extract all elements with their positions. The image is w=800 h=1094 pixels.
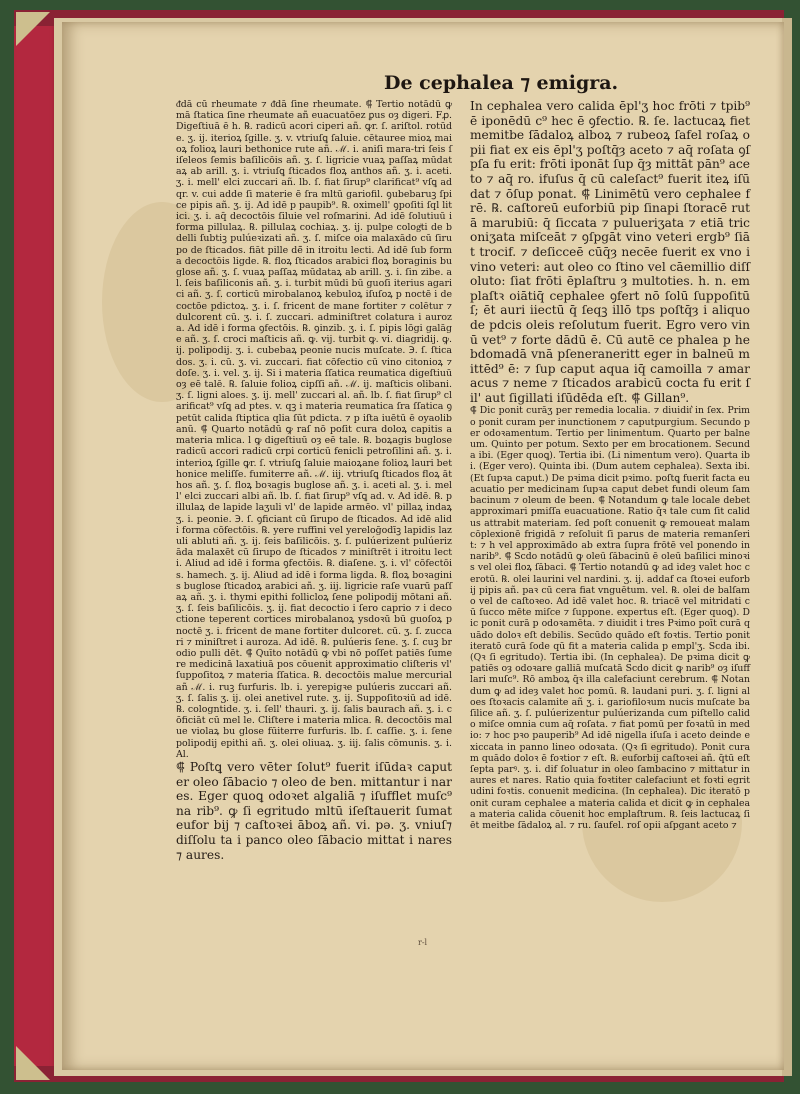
right-commentary-text: ⸿ Dic ponit curāʒ per remedia localia. ⁊ diuidit͛ in ſex. Primo ponit curam per inunctionem ⁊ caputpurgium. Secundo per odoꝛamentum. Tertio per linimentum. Quarto per balneum. Quinto per potum. Sexto per em brocationem. Secunda ibi. (Eger quoꝗ). Tertia ibi. (Li nimentum vero). Quarta ibi. (Eger vero). Quinta ibi. (Dum autem cephalea). Sexta ibi. (Et ſupꝛa caput.) De pꝛima dicit pꝛimo. poſtꝗ fuerit facta euacuatio per medicinam ſupꝛa caput debet fundi oleum ſambacinum ⁊ oleum de been. ⸿ Notandum ꝙ tale locale debet approximari pmiſſa euacuatione. Ratio q̄ꝛ tale cum ſit calidus attrabit materiam. ſed poſt conuenit ꝙ remoueat malam cōplexionē frigidā ⁊ reſoluit ſi parus de materia remanſerit: ⁊ h vel approximādo ab extra ſupra frōtē vel ponendo in narib⁹. ⸿ Scdo notādū ꝙ oleū ſābacinū ē oleū baſilici minoꝛis vel olei floꝝ ſābaci. ⸿ Tertio notandū ꝙ ad ideȝ valet hoc cerotū. ℞. olei laurini vel nardini. ʒ. ij. addaf ca ſtoꝛei euforbij pipis añ. paꝛ cū cera fiat vnguētum. vel. ℞. olei de balſamo vel de caſtoꝛeo. Ad idē valet hoc. ℞. triacē vel mitridati cū ſucco mēte miſce ⁊ ſuppone. expertus eſt. (Eger quoꝗ). Dic ponit curā p odoꝛamēta. ⁊ diuidit i tres Pꝛimo poīt curā quādo doloꝛ eſt debilis. Secūdo quādo eſt foꝛtis. Tertio ponit iteratō curā ſode qū fit a materia calida p empl'ʒ. Scda ibi. (Qꝛ ſi egritudo). Tertia ibi. (In cephalea). De pꝛima dicit ꝙ patiēs oȝ odoꝛare galliā muſcatā Scdo dicit ꝙ narib⁹ oȝ iſufflari muſc⁹. Rō amboꝝ q̄ꝛ illa calefaciunt cerebrum. ⸿ Notandum ꝙ ad ideȝ valet hoc pomū. ℞. laudani puri. ʒ. ſ. ligni aloes ſtoꝛacis calamite añ ʒ. i. gariofiloꝛum nucis muſcate baſilice añ. ʒ. ſ. pulúerizentur pulúerizanda cum piſtello calido miſce omnia cum aq̄ roſata. ⁊ fiat pomū per foꝛatū in medio: ⁊ hoc pꝛo pauperib⁹ Ad idē nigella iſuſa i aceto deinde exiccata in panno lineo odoꝛata. (Qꝛ ſi egritudo). Ponit curam quādo doloꝛ ē foꝛtior ⁊ eſt. ℞. euforbij caſtoꝛei añ. q̄tū eſt ſepta parꝰ. ʒ. i. dif ſoluatur in oleo ſambacino ⁊ mittatur in aures et nares. Ratio quia foꝛtiter calefaciunt et foꝛti egritudini foꝛtis. conuenit medicina. (In cephalea). Dic iteratō ponit curam cephalee a materia calida et dicit ꝙ in cephalea a materia calida cōuenit hoc emplaſtrum. ℞. ſeis lactucaꝝ ſi ēt meitbe ſādaloꝝ al. ⁊ ru. ſaufel. roſ opii aſpgant aceto ⁊ [470, 405, 750, 831]
text-column-left [176, 99, 452, 862]
page-heading: De cephalea ⁊ emigra. [384, 72, 619, 94]
text-column-right [470, 99, 750, 831]
signature-mark: r-l [418, 938, 428, 947]
left-main-text: ⸿ Poſtꝗ vero vēter ſolut⁹ fuerit iſūdaꝛ caput er oleo ſābacio ⁊ oleo de ben. mittantur i nares. Eger quoꝗ odoꝛet algaliā ⁊ iſufflet muſc⁹ na rib⁹. ꝙ ſi egritudo mltū iſeſtauerit ſumat eufor bij ⁊ caſtoꝛei āboꝝ añ. vi. pǝ. ʒ. vniuſ⁊ diſſolu ta i panco oleo ſābacio mittat i nares ⁊ aures. [176, 759, 452, 862]
left-commentary-text: ᵭdā cū rheumate ⁊ ᵭdā ſine rheumate. ⸿ Tertio notādū ꝙ mā ſtatica ſine rheumate añ euacuatōez ꝑus oȝ digeri. Fꝓ. Digeſtiuā ē h. ℞. radicū acori ciperi añ. ꝙr. ſ. ariſtol. rotūde. ʒ. ij. iterioꝝ ſgille. ʒ. v. vtriuſꝗ ſaluie. cētauree mioꝝ maioꝝ folioꝝ lauri bethonice rute añ. ℳ. i. aniſi mara-tri ſeis ſiſeleos ſemis baſilicōis añ. ʒ. ſ. ligricie vuaꝝ paſſaꝝ mūdataꝝ ab arill. ʒ. i. vtriuſꝗ ſticados floꝝ anthos añ. ʒ. i. aceti. ʒ. i. mell' elci zuccari añ. lb. ſ. fiat ſirup⁹ clarificat⁹ vſꝗ ad qr. v. cui adde ſi materie ē ſra mltū gariofil. ꝯubebaruꝫ ſpice pipis añ. ʒ. ij. Ad idē p paupib⁹. ℞. oximell' ꝯpoſiti ſql litici. ʒ. i. aq̄ decoctōis ſiluie vel roſmarini. Ad idē ſolutiuū i forma pillulaꝝ. ℞. pillulaꝝ cochiaꝝ. ʒ. ij. pulpe cologͥti de bdelli ſubtiꝫ pulúeꝛizati añ. ʒ. ſ. miſce oia malaxādo cū ſirupo de ſticados. fiāt pille dē̄ in itroitu lecti. Ad idē ſub forma decoctōis ligde. ℞. floꝝ ſticados arabici floꝝ boraginis buglose añ. ʒ. ſ. vuaꝝ paſſaꝝ mūdataꝝ ab arill. ʒ. i. ſin zibe. al. ſeis baſiliconis añ. ʒ. i. turbit mūdi bū guoſi iterius agarici añ. ʒ. ſ. corticū mirobalanoꝝ kebuloꝝ iſuſoꝝ p noctē i decoctōe pdictoꝝ. ʒ. i. ſ. fricent de mane fortiter ⁊ colētur ⁊ dulcorent cū. ʒ. i. ſ. zuccari. adminiſtret colatura i auroza. Ad idē i forma ꝯfectōis. ℞. ꝯinzib. ʒ. i. ſ. pipis lōgi galāge añ. ʒ. ſ. croci maſticis añ. ꝙ. vij. turbit ꝙ. vi. diagridij. ꝙ. ij. polipodij. ʒ. i. cubebaꝝ peonie nucis muſcate. ℈. ſ. ſticados. ʒ. i. cū. ʒ. vi. zuccari. fiat cōfectio cū vino citonioꝝ ⁊ doſe. ʒ. i. vel. ʒ. ij. Si i materia ſſatica reumatica digeſtiuū oȝ eē talē. ℞. ſaluie folioꝝ cipſſi añ. ℳ. ij. maſticis olibani. ʒ. ſ. ligni aloes. ʒ. ij. mell' zuccari al. añ. lb. ſ. fiat ſirup⁹ clarificat⁹ vſꝗ ad ptes. v. qꝫ i materia reumatica ſra ſſatica ꝯpetūt calida ſtiptica qlia ſūt pdicta. ⁊ p iſta iuētū ē oyaolibanū. ⸿ Quarto notādū ꝙ raſ nō poſit cura doloꝝ capitis a materia mlica. l ꝙ digeſtiuū oȝ eē tale. ℞. boꝝagis buglose radicū accori radicū crpi corticū fenicli petroſilini añ. ʒ. i. interioꝝ ſgille ꝙr. ſ. vtriuſꝗ ſaluie maioꝝane folioꝝ lauri bethonice meliſſe. fumiterre añ. ℳ. iij. vtriuſꝗ ſticados floꝝ āthos añ. ʒ. ſ. floꝝ boꝛagis buglose añ. ʒ. i. aceti al. ʒ. i. mell' elci zuccari albi añ. lb. ſ. fiat ſirup⁹ vſꝗ ad. v. Ad idē. ℞. pillulaꝝ de lapide laʒuli vl' de lapide armēo. vl' pillaꝝ indaꝝ ʒ. i. peonie. ℈. ſ. ꝯficiant cū ſirupo de ſticados. Ad idē alid i forma cōfectōis. ℞. yere ruffini vel yereloḡodīꝫ lapidis lazuli abluti añ. ʒ. ij. ſeis baſilicōis. ʒ. ſ. pulúerizent pulúerizāda malaxēt cū ſirupo de ſticados ⁊ miniſtrēt i itroitu lecti. Aliud ad idē i forma ꝯfectōis. ℞. diaſene. ʒ. i. vl' cōfectōis. hamech. ʒ. ij. Aliud ad idē i forma ligda. ℞. floꝝ boꝛaginis buglose ſticadoꝝ arabici añ. ʒ. iij. ligricie raſe vuarū paſſaꝝ añ. ʒ. i. thymi epithi follicloꝝ ſene polipodij mōtani añ. ʒ. ſ. ſeis baſilicōis. ʒ. ij. fiat decoctio i ſero caprio ⁊ i decoctione teperent cortices mirobalanoꝝ ysdoꝛū bū guoſoꝝ p noctē ʒ. i. fricent de mane fortiter dulcoret. cū. ʒ. ſ. zuccari ⁊ miniſtret i auroza. Ad idē. ℞. pulúeris ſene. ʒ. ſ. cuꝫ brodio pulli dēt. ⸿ Quīto notādū ꝙ vbi nō poſſet patiēs ſumere medicinā laxatiuā pos cōuenit approximatio cliſteris vl' ſuppoſitoꝝ ⁊ materia ſſatica. ℞. decoctōis malue mercurial añ ℳ. i. ruꝫ furfuris. lb. i. yerepigꝛe pulúeris zuccari añ. ʒ. ſ. ſalis ʒ. ij. olei anetivel rute. ʒ. ij. Suppoſitoꝛiū ad idē. ℞. cologntide. ʒ. i. ſell' thauri. ʒ. ij. ſalis baurach añ. ʒ. i. cōficiāt cū mel le. Cliſtere i materia mlica. ℞. decoctōis malue violaꝝ bu glose fūiterre furfuris. lb. ſ. caſſie. ʒ. i. ſene polipodij epithi añ. ʒ. olei oliuaꝝ. ʒ. iij. ſalis cōmunis. ʒ. i. Al. [176, 99, 452, 760]
right-main-text: In cephalea vero calida ēpl'ʒ hoc frōti ⁊ tpib⁹ ē iponēdū c⁹ hec ē ꝯfectio. ℞. ſe. lactucaꝝ fiet memitbe ſādaloꝝ alboꝝ ⁊ rubeoꝝ ſafel roſaꝝ opii fiat ex eis ēpl'ʒ poſtq̄ȝ aceto ⁊ aq̄ roſata ꝯſpſa fu erit: frōti iponāt ſup q̄ȝ mittāt pān⁹ aceto ⁊ aq̄ ro. ifuſus q̄ cū caleſact⁹ fuerit iteꝝ iſūdat ⁊ ōſup ponat. ⸿ Linimētū vero cephalee frē. ℞. caſtoreū euforbiū pip ſinapi ſtoracē rutā marubiū: q̄ ſiccata ⁊ pulueriʒata ⁊ etiā triconiʒata miſceāt ⁊ ꝯſpgāt vino veteri ergb⁹ ſiāt trocif. ⁊ deſicceē cūq̄ȝ necēe fuerit ex vno i vino veteri: aut oleo co ſtino vel cāemillio diſſoluto: ſiat frōti ēplaſtru ȝ multoties. h. n. emplaſtꝛ oiātiq̄ cephalee ꝯfert nō ſolū ſuppoſitū ſ; ēt auri iiectū q̄ ſeqꝫ illō tps poſtq̄ȝ i aliquo de pdcis oleis reſolutum fuerit. Egro vero vinū vet⁹ ⁊ forte dādū ē. Cū autē ce phalea p hebdomadā vnā pſeneraneritt eger in balneū mittēd⁹ ē: ⁊ ſup caput aqua iq̄ camoilla ⁊ amaracus ⁊ neme ⁊ ſticados arabicū cocta fu erit ſil' aut ſigillati iſūdēda eſt. ⸿ Gillan⁹. [470, 99, 750, 405]
